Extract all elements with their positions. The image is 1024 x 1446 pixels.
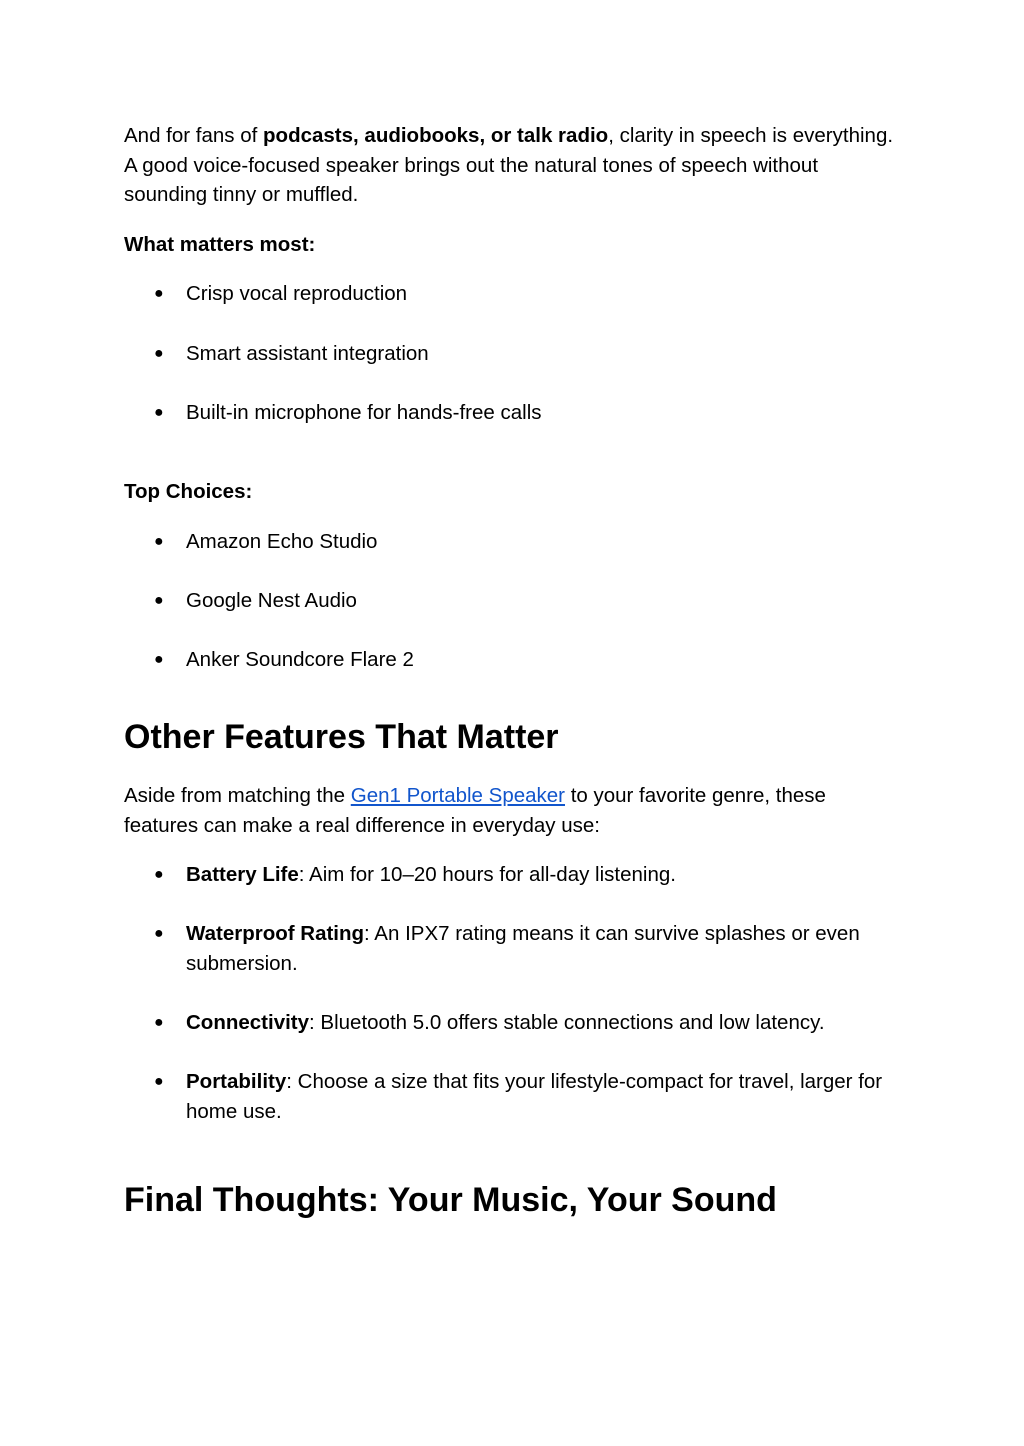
other-features-paragraph <box>124 781 904 840</box>
top-choices-heading: Top Choices: <box>124 480 253 504</box>
list-item <box>124 645 904 675</box>
bullet-icon: ● <box>154 1014 164 1032</box>
feature-text: : Bluetooth 5.0 offers stable connections and low latency. <box>309 1011 825 1035</box>
intro-bold-topics: podcasts, audiobooks, or talk radio <box>263 124 609 147</box>
feature-label: Battery Life <box>186 863 299 887</box>
bullet-icon: ● <box>154 592 164 610</box>
list-item <box>124 1008 904 1038</box>
final-thoughts-heading: Final Thoughts: Your Music, Your Sound <box>124 1181 777 1220</box>
what-matters-heading: What matters most: <box>124 232 316 256</box>
feature-text: : Aim for 10–20 hours for all-day listening. <box>298 863 676 887</box>
other-features-prefix: Aside from matching the <box>124 783 351 807</box>
list-item <box>124 527 904 557</box>
bullet-icon: ● <box>154 1073 164 1091</box>
list-item <box>124 919 904 978</box>
what-matters-list <box>124 279 904 427</box>
intro-prefix: And for fans of <box>124 124 264 147</box>
list-item <box>124 279 904 309</box>
list-item-text: Anker Soundcore Flare 2 <box>186 648 414 672</box>
feature-label: Portability <box>186 1070 287 1094</box>
list-item-text: Amazon Echo Studio <box>186 529 378 553</box>
top-choices-list <box>124 527 904 675</box>
other-features-heading: Other Features That Matter <box>124 717 559 756</box>
list-item-text: Crisp vocal reproduction <box>186 282 408 306</box>
list-item <box>124 398 904 428</box>
feature-text: : Choose a size that fits your lifestyle-compact for travel, larger for home use. <box>186 1070 883 1123</box>
list-item-text: Smart assistant integration <box>186 341 429 365</box>
bullet-icon: ● <box>154 925 164 943</box>
feature-label: Waterproof Rating <box>186 922 365 946</box>
list-item-text: Built-in microphone for hands-free calls <box>186 400 542 424</box>
list-item <box>124 860 904 890</box>
list-item-text: Google Nest Audio <box>186 589 357 613</box>
bullet-icon: ● <box>154 344 164 362</box>
gen1-portable-speaker-link[interactable]: Gen1 Portable Speaker <box>350 783 565 807</box>
bullet-icon: ● <box>154 285 164 303</box>
document-page <box>124 121 904 1244</box>
bullet-icon: ● <box>154 651 164 669</box>
features-list <box>124 860 904 1126</box>
feature-label: Connectivity <box>186 1011 310 1035</box>
list-item <box>124 1067 904 1126</box>
bullet-icon: ● <box>154 403 164 421</box>
intro-paragraph <box>124 121 904 210</box>
list-item <box>124 339 904 369</box>
other-features-suffix: to your favorite genre, these features can make a real difference in everyday use: <box>124 783 826 837</box>
intro-suffix: , clarity in speech is everything. A good voice-focused speaker brings out the natural tones of speech without sounding tinny or muffled. <box>124 124 894 207</box>
list-item <box>124 586 904 616</box>
bullet-icon: ● <box>154 532 164 550</box>
bullet-icon: ● <box>154 866 164 884</box>
feature-text: : An IPX7 rating means it can survive splashes or even submersion. <box>186 922 860 975</box>
